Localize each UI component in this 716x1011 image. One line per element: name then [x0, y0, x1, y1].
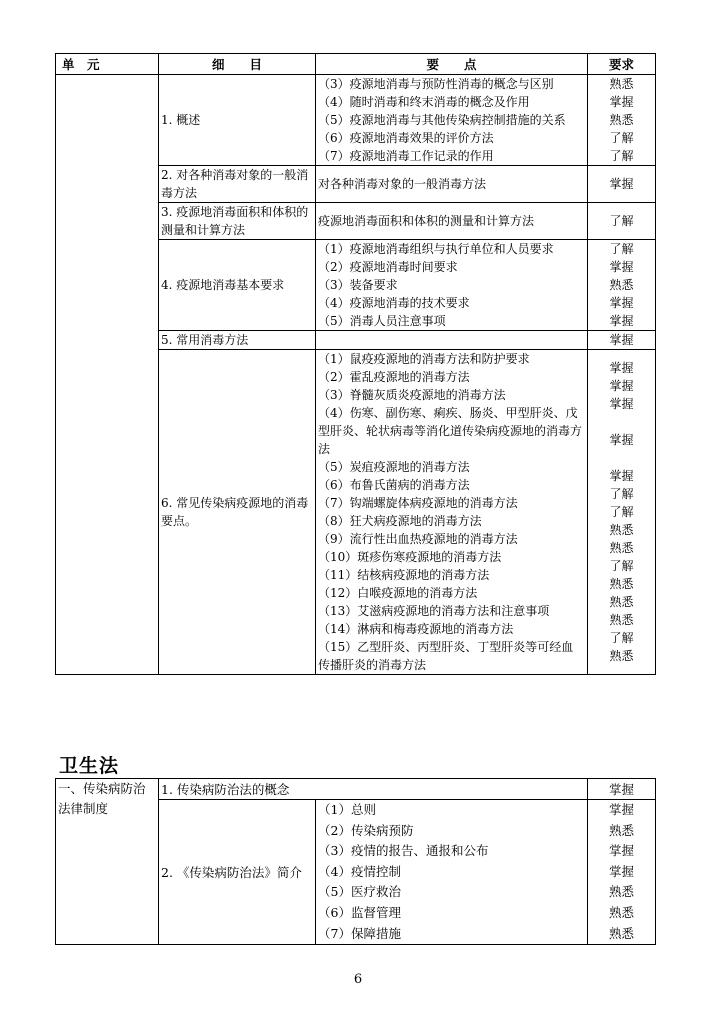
- requirement-item: 掌握: [609, 333, 634, 347]
- requirement-item: 了解: [609, 487, 634, 501]
- point-item: 对各种消毒对象的一般消毒方法: [318, 177, 487, 191]
- requirement-item: 掌握: [609, 379, 634, 393]
- syllabus-table: [55, 53, 656, 675]
- section-detail: 4. 疫源地消毒基本要求: [159, 240, 316, 331]
- point-item: （6）监督管理: [318, 904, 401, 920]
- requirement-item: 掌握: [608, 802, 634, 817]
- point-item: （4）疫情控制: [318, 863, 401, 879]
- point-item: （1）疫源地消毒组织与执行单位和人员要求: [318, 242, 554, 256]
- requirement-item: 熟悉: [609, 613, 634, 627]
- requirement-item: 掌握: [609, 314, 634, 328]
- point-item: （5）炭疽疫源地的消毒方法: [318, 460, 470, 474]
- requirement-item: 了解: [609, 505, 634, 519]
- header-unit: 单 元: [56, 54, 159, 75]
- requirement-item: 了解: [609, 242, 634, 256]
- point-item: （4）疫源地消毒的技术要求: [318, 296, 470, 310]
- section-requirements: [588, 350, 656, 675]
- requirement-item: 熟悉: [608, 925, 634, 941]
- requirement-item: 熟悉: [609, 649, 634, 663]
- requirement-item: 了解: [609, 559, 634, 573]
- requirement-item: 掌握: [608, 863, 634, 879]
- section-requirements: [588, 800, 656, 945]
- section-detail: 1. 概述: [159, 75, 316, 166]
- point-item: （2）传染病预防: [318, 822, 414, 838]
- section-requirements: [588, 75, 656, 166]
- requirement-item: 了解: [609, 149, 634, 163]
- requirement-item: 熟悉: [609, 595, 634, 609]
- point-item: （2）疫源地消毒时间要求: [318, 260, 458, 274]
- point-item: （5）疫源地消毒与其他传染病控制措施的关系: [318, 113, 566, 127]
- section-points: [316, 350, 588, 675]
- section-detail: 1. 传染病防治法的概念: [159, 779, 588, 800]
- requirement-item: 了解: [609, 631, 634, 645]
- point-item: 疫源地消毒面积和体积的测量和计算方法: [318, 214, 535, 228]
- requirement-item: 熟悉: [608, 904, 634, 920]
- requirement-item: 熟悉: [609, 278, 634, 292]
- section-requirements: [588, 203, 656, 240]
- point-item: （6）布鲁氏菌病的消毒方法: [318, 478, 470, 492]
- requirement-item: 熟悉: [609, 77, 634, 91]
- section-points: [316, 800, 588, 945]
- point-item: （7）保障措施: [318, 925, 401, 941]
- requirement-item: 掌握: [609, 433, 634, 447]
- requirement-item: 熟悉: [608, 822, 634, 838]
- point-item: （11）结核病疫源地的消毒方法: [318, 568, 490, 582]
- point-item: （15）乙型肝炎、丙型肝炎、丁型肝炎等可经血传播肝炎的消毒方法: [318, 640, 574, 672]
- point-item: （1）鼠疫疫源地的消毒方法和防护要求: [318, 352, 530, 366]
- requirement-item: 掌握: [609, 260, 634, 274]
- section-detail: 6. 常见传染病疫源地的消毒要点。: [159, 350, 316, 675]
- section-requirements: [588, 331, 656, 350]
- requirement-item: 掌握: [588, 779, 656, 800]
- section-heading-health-law: 卫生法: [59, 755, 120, 777]
- point-item: （8）狂犬病疫源地的消毒方法: [318, 514, 482, 528]
- point-item: （6）疫源地消毒效果的评价方法: [318, 131, 494, 145]
- point-item: （1）总则: [318, 802, 376, 817]
- requirement-item: 了解: [609, 214, 634, 228]
- requirement-item: 熟悉: [609, 541, 634, 555]
- requirement-item: 熟悉: [609, 577, 634, 591]
- section-detail: 3. 疫源地消毒面积和体积的测量和计算方法: [159, 203, 316, 240]
- point-item: （3）装备要求: [318, 278, 398, 292]
- requirement-item: 熟悉: [608, 884, 634, 900]
- requirement-item: 掌握: [609, 361, 634, 375]
- requirement-item: 熟悉: [609, 113, 634, 127]
- requirement-item: 掌握: [609, 177, 634, 191]
- point-item: （4）随时消毒和终末消毒的概念及作用: [318, 95, 530, 109]
- health-law-table: [55, 778, 656, 945]
- point-item: （9）流行性出血热疫源地的消毒方法: [318, 532, 518, 546]
- point-item: （12）白喉疫源地的消毒方法: [318, 586, 478, 600]
- point-item: （5）消毒人员注意事项: [318, 314, 446, 328]
- section-points: [316, 331, 588, 350]
- section-requirements: [588, 166, 656, 203]
- requirement-item: 掌握: [609, 469, 634, 483]
- page-number: 6: [353, 972, 363, 987]
- requirement-item: 掌握: [609, 296, 634, 310]
- requirement-item: 了解: [609, 131, 634, 145]
- section-requirements: [588, 240, 656, 331]
- section-detail: 2. 《传染病防治法》简介: [159, 800, 316, 945]
- section-detail: 5. 常用消毒方法: [159, 331, 316, 350]
- header-detail: 细 目: [159, 54, 316, 75]
- point-item: （13）艾滋病疫源地的消毒方法和注意事项: [318, 604, 550, 618]
- section-points: [316, 166, 588, 203]
- point-item: （2）霍乱疫源地的消毒方法: [318, 370, 470, 384]
- header-points: 要 点: [316, 54, 588, 75]
- point-item: （14）淋病和梅毒疫源地的消毒方法: [318, 622, 514, 636]
- section-points: [316, 75, 588, 166]
- section-points: [316, 240, 588, 331]
- unit-cell: [56, 75, 159, 675]
- point-item: （5）医疗救治: [318, 884, 401, 900]
- point-item: （3）疫源地消毒与预防性消毒的概念与区别: [318, 77, 554, 91]
- point-item: （3）疫情的报告、通报和公布: [318, 843, 489, 859]
- point-item: （7）疫源地消毒工作记录的作用: [318, 149, 494, 163]
- unit-cell: 一、传染病防治法律制度: [56, 779, 159, 945]
- requirement-item: 掌握: [608, 843, 634, 859]
- section-detail: 2. 对各种消毒对象的一般消毒方法: [159, 166, 316, 203]
- point-item: （4）伤寒、副伤寒、痢疾、肠炎、甲型肝炎、戊型肝炎、轮状病毒等消化道传染病疫源地的消毒方法: [318, 406, 583, 456]
- requirement-item: 掌握: [609, 95, 634, 109]
- point-item: （7）钩端螺旋体病疫源地的消毒方法: [318, 496, 518, 510]
- point-item: （10）斑疹伤寒疫源地的消毒方法: [318, 550, 502, 564]
- header-requirement: 要求: [588, 54, 656, 75]
- section-points: [316, 203, 588, 240]
- point-item: （3）脊髓灰质炎疫源地的消毒方法: [318, 388, 506, 402]
- requirement-item: 掌握: [609, 397, 634, 411]
- requirement-item: 熟悉: [609, 523, 634, 537]
